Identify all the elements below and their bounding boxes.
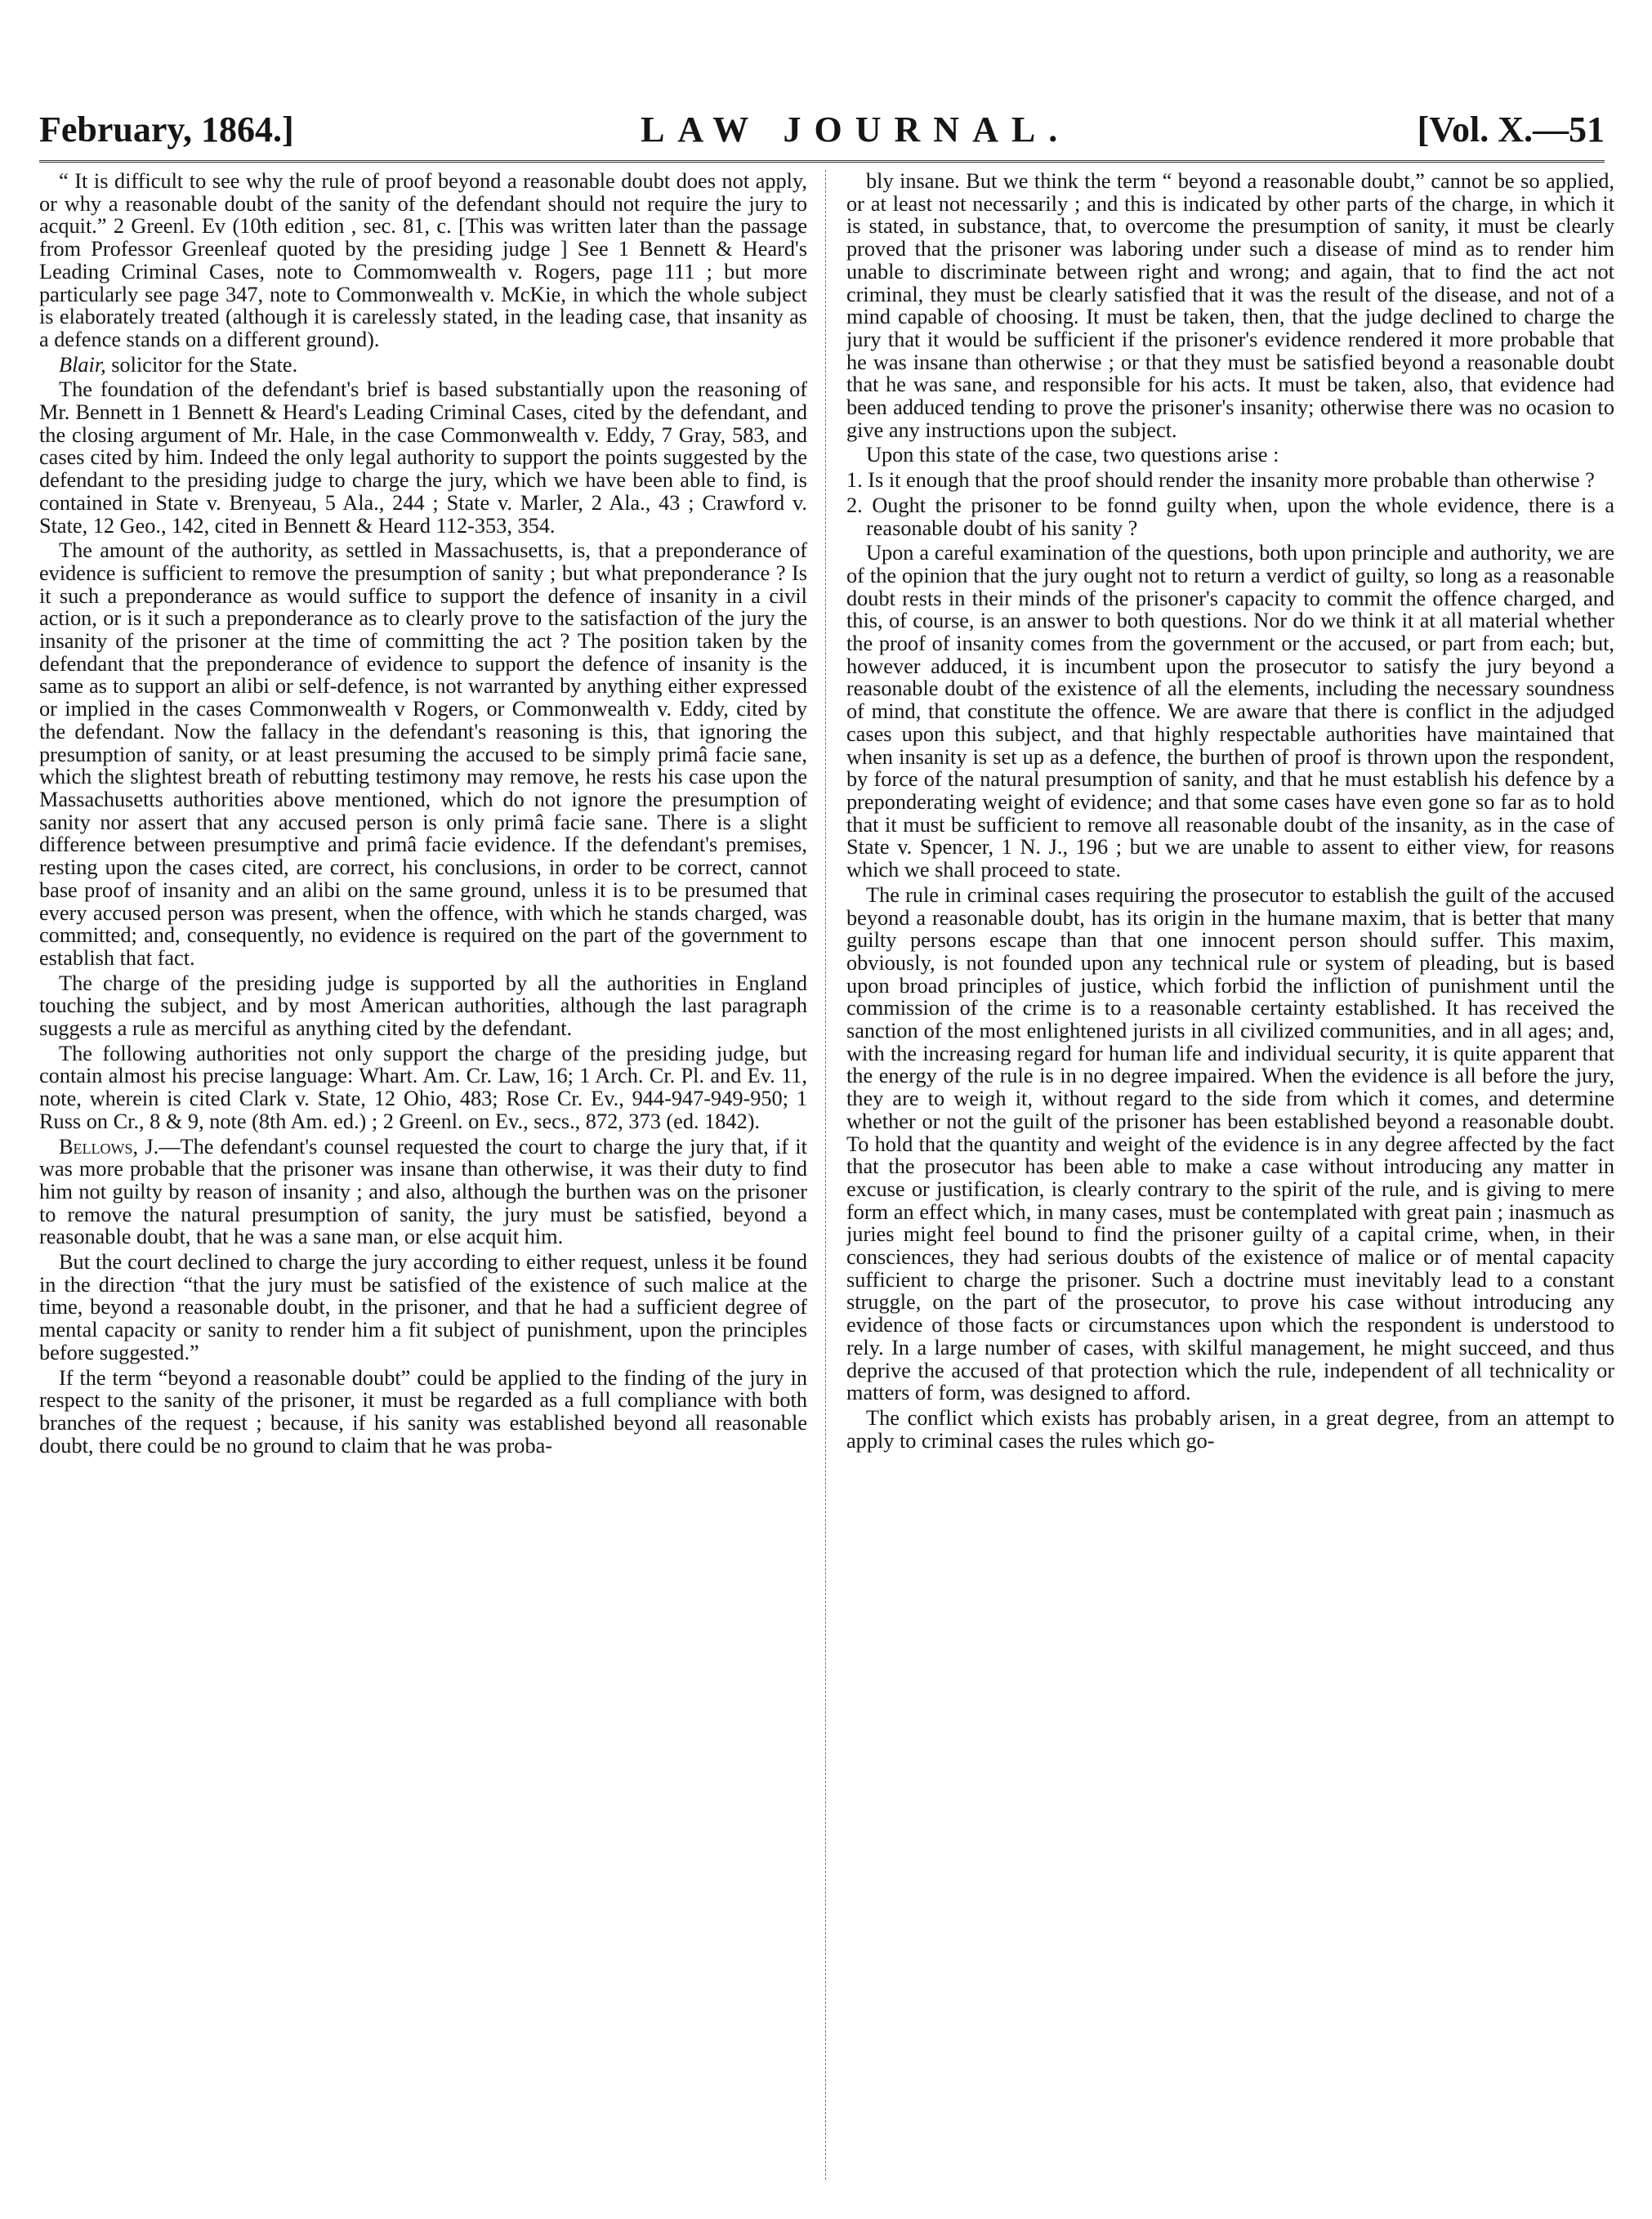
paragraph: The following authorities not only support the charge of the presiding judge, but contain almost his precise language: Whart. Am. Cr. Law, 16; 1 Arch. Cr. Pl. and Ev. 11, note, wherein is cited Clark v. State, 12 Ohio, 483; Rose Cr. Ev., 944-947-949-950; 1 Russ on Cr., 8 & 9, note (8th Am. ed.) ; 2 Greenl. on Ev., secs., 872, 373 (ed. 1842). <box>39 1041 807 1133</box>
paragraph-text: solicitor for the State. <box>105 352 298 377</box>
counsel-name: Blair, <box>59 352 106 377</box>
paragraph: The rule in criminal cases requiring the prosecutor to establish the guilt of the accused beyond a reasonable doubt, has its origin in the humane maxim, that is better that many guilty persons escape than that one innocent person should suffer. This maxim, obviously, is not founded upon any technical rule or system of pleading, but is based upon broad principles of justice, which forbid the infliction of punishment until the commission of the crime is to a reasonable certainty established. It has received the sanction of the most enlightened jurists in all civilized communities, and in all ages; and, with the increasing regard for human life and individual security, it is quite apparent that the energy of the rule is in no degree impaired. When the evidence is all before the jury, they are to weigh it, without regard to the side from which it comes, and determine whether or not the guilt of the prisoner has been established beyond a reasonable doubt. To hold that the quantity and weight of the evidence is in any degree affected by the fact that the prosecutor has been able to make a case without introducing any matter in excuse or justification, is clearly contrary to the spirit of the rule, and is giving to mere form an effect which, in many cases, must be contemplated with great pain ; inasmuch as juries might feel bound to find the prisoner guilty of a capital crime, when, in their consciences, they had serious doubts of the existence of malice or of mental capacity sufficient to charge the prisoner. Such a doctrine must inevitably lead to a constant struggle, on the part of the prosecutor, to prove his case without introducing any evidence of those facts or circumstances upon which the respondent is understood to rely. In a large number of cases, with skilful management, he might succeed, and thus deprive the accused of that protection which the rule, independent of all technicality or matters of form, was designed to afford. <box>846 882 1614 1405</box>
paragraph: If the term “beyond a reasonable doubt” could be applied to the finding of the jury in respect to the sanity of the prisoner, it must be regarded as a full compliance with both branches of the request ; because, if his sanity was established beyond all reasonable doubt, there could be no ground to claim that he was proba- <box>39 1365 807 1458</box>
quoted-paragraph: “ It is difficult to see why the rule of proof beyond a reasonable doubt does not apply, or why a reasonable doubt of the sanity of the defendant should not require the jury to acquit.” 2 Greenl. Ev (10th edition , sec. 81, c. [This was written later than the passage from Professor Greenleaf quoted by the presiding judge ] See 1 Bennett & Heard's Leading Criminal Cases, note to Commomwealth v. Rogers, page 111 ; but more particularly see page 347, note to Commonwealth v. McKie, in which the whole subject is elaborately treated (although it is carelessly stated, in the leading case, that insanity as a defence stands on a different ground). <box>39 170 807 351</box>
paragraph: The conflict which exists has probably arisen, in a great degree, from an attempt to apply to criminal cases the rules which go- <box>846 1405 1614 1453</box>
left-column <box>39 170 807 2204</box>
right-column <box>846 170 1614 2204</box>
paragraph: The foundation of the defendant's brief is based substantially upon the reasoning of Mr. Bennett in 1 Bennett & Heard's Leading Criminal Cases, cited by the defendant, and the closing argument of Mr. Hale, in the case Commonwealth v. Eddy, 7 Gray, 583, and cases cited by him. Indeed the only legal authority to support the points suggested by the defendant to the presiding judge to charge the jury, which we have been able to find, is contained in State v. Brenyeau, 5 Ala., 244 ; State v. Marler, 2 Ala., 43 ; Crawford v. State, 12 Geo., 142, cited in Bennett & Heard 112-353, 354. <box>39 377 807 538</box>
column-divider <box>825 170 826 2180</box>
paragraph: But the court declined to charge the jury according to either request, unless it be found in the direction “that the jury must be satisfied of the existence of such malice at the time, beyond a reasonable doubt, in the prisoner, and that he had a sufficient degree of mental capacity or sanity to render him a fit subject of punishment, upon the principles before suggested.” <box>39 1250 807 1364</box>
paragraph-text: —The defendant's counsel requested the court to charge the jury that, if it was more probable that the prisoner was insane than otherwise, it was their duty to find him not guilty by reason of insanity ; and also, although the burthen was on the prisoner to remove the natural presumption of sanity, the jury must be satisfied, beyond a reasonable doubt, that he was a sane man, or else acquit him. <box>39 1134 807 1249</box>
judge-name: Bellows, J. <box>59 1134 159 1159</box>
paragraph: Upon this state of the case, two questions arise : <box>866 443 1279 467</box>
paragraph <box>39 354 807 377</box>
question-1: 1. Is it enough that the proof should render the insanity more probable than otherwise ? <box>846 468 1595 493</box>
paragraph: The amount of the authority, as settled in Massachusetts, is, that a preponderance of evidence is sufficient to remove the presumption of sanity ; but what preponderance ? Is it such a preponderance as would suffice to support the defence of insanity in a civil action, or is it such a preponderance as to clearly prove to the satisfaction of the jury the insanity of the prisoner at the time of committing the act ? The position taken by the defendant that the preponderance of evidence to support the defence of insanity is the same as to support an alibi or self-defence, is not warranted by anything either expressed or implied in the cases Commonwealth v Rogers, or Commonwealth v. Eddy, cited by the defendant. Now the fallacy in the defendant's reasoning is this, that ignoring the presumption of sanity, or at least presuming the accused to be simply primâ facie sane, which the slightest breath of rebutting testimony may remove, he rests his case upon the Massachusetts authorities above mentioned, which do not ignore the presumption of sanity nor assert that any accused person is only primâ facie sane. There is a slight difference between presumptive and primâ facie evidence. If the defendant's premises, resting upon the cases cited, are correct, his conclusions, in order to be correct, cannot base proof of insanity and an alibi on the same ground, unless it is to be presumed that every accused person was present, when the offence, with which he stands charged, was committed; and, consequently, no evidence is required on the part of the government to establish that fact. <box>39 538 807 970</box>
volume-page-number: [Vol. X.—51 <box>1417 109 1605 150</box>
header-date: February, 1864.] <box>39 109 294 150</box>
header-rule <box>39 160 1605 163</box>
paragraph <box>39 1136 807 1249</box>
question-2: 2. Ought the prisoner to be fonnd guilty when, upon the whole evidence, there is a reasonable doubt of his sanity ? <box>846 493 1614 540</box>
journal-title: LAW JOURNAL. <box>641 109 1071 150</box>
paragraph: bly insane. But we think the term “ beyond a reasonable doubt,” cannot be so applied, or at least not necessarily ; and this is indicated by other parts of the charge, in which it is stated, in substance, that, to overcome the presumption of sanity, it must be clearly proved that the prisoner was laboring under such a disease of mind as to render him unable to discriminate between right and wrong; and again, that to find the act not criminal, they must be clearly satisfied that it was the result of the disease, and not of a mind capable of choosing. It must be taken, then, that the judge declined to charge the jury that it would be sufficient if the prisoner's evidence rendered it more probable that he was insane than otherwise ; or that they must be satisfied beyond a reasonable doubt that he was sane, and responsible for his acts. It must be taken, also, that evidence had been adduced tending to prove the prisoner's insanity; otherwise there was no ocasion to give any instructions upon the subject. <box>846 170 1614 442</box>
running-header <box>39 103 1605 155</box>
paragraph: The charge of the presiding judge is supported by all the authorities in England touching the subject, and by most American authorities, although the last paragraph suggests a rule as merciful as anything cited by the defendant. <box>39 971 807 1041</box>
paragraph: Upon a careful examination of the questions, both upon principle and authority, we are of the opinion that the jury ought not to return a verdict of guilty, so long as a reasonable doubt rests in their minds of the prisoner's capacity to commit the offence charged, and this, of course, is an answer to both questions. Nor do we think it at all material whether the proof of insanity comes from the government or the accused, or part from each; but, however adduced, it is incumbent upon the prosecutor to satisfy the jury beyond a reasonable doubt of the existence of all the elements, including the necessary soundness of mind, that constitute the offence. We are aware that there is conflict in the adjudged cases upon this subject, and that highly respectable authorities have maintained that when insanity is set up as a defence, the burthen of proof is thrown upon the respondent, by force of the natural presumption of sanity, and that he must establish his defence by a preponderating weight of evidence; and that some cases have even gone so far as to hold that it must be sufficient to remove all reasonable doubt of the insanity, as in the case of State v. Spencer, 1 N. J., 196 ; but we are unable to assent to either view, for reasons which we shall proceed to state. <box>846 541 1614 882</box>
